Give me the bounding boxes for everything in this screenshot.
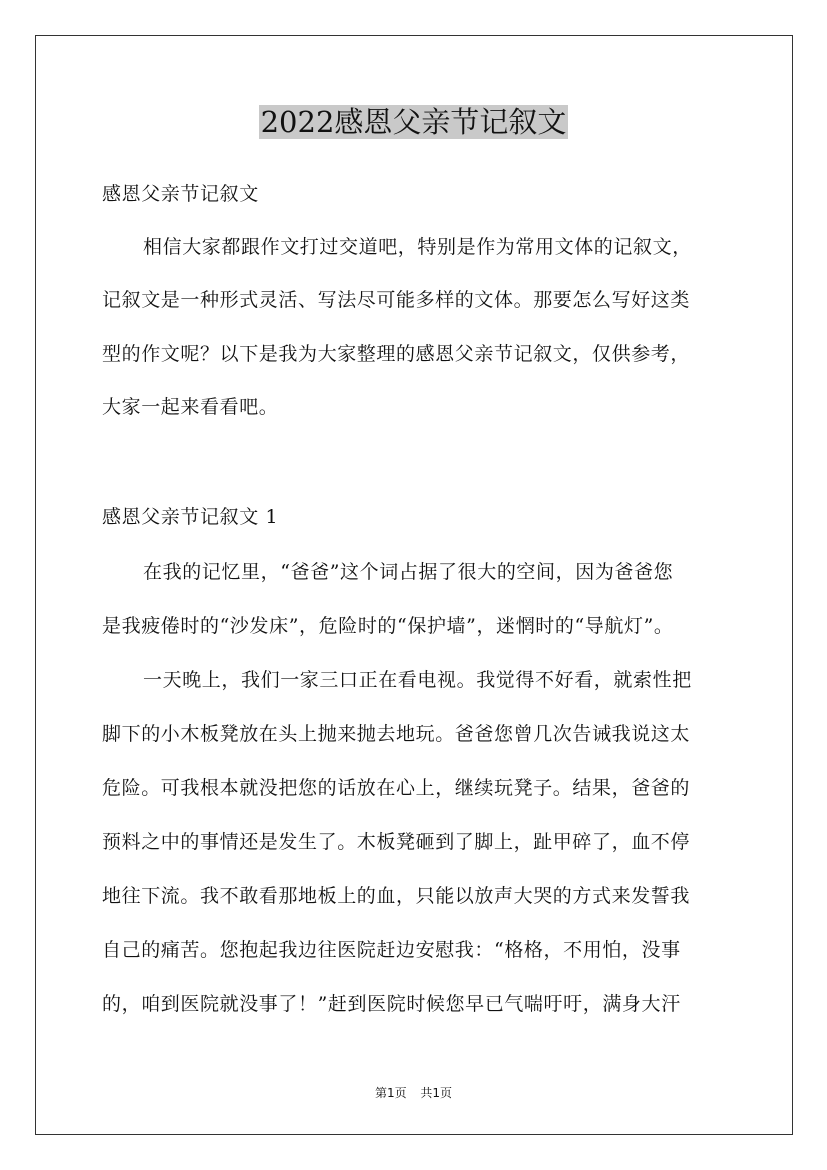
page-total: 共1页 xyxy=(420,1086,453,1100)
paragraph-line: 脚下的小木板凳放在头上抛来抛去地玩。爸爸您曾几次告诫我说这太 xyxy=(102,723,691,745)
paragraph-line: 是我疲倦时的“沙发床”，危险时的“保护墙”，迷惘时的“导航灯”。 xyxy=(102,615,674,637)
paragraph-line: 的，咱到医院就没事了！”赶到医院时候您早已气喘吁吁，满身大汗 xyxy=(102,993,681,1015)
document-title-text: 2022感恩父亲节记叙文 xyxy=(260,105,567,139)
subtitle: 感恩父亲节记叙文 xyxy=(102,183,259,205)
intro-line: 大家一起来看看吧。 xyxy=(102,396,279,418)
page-number: 第1页 xyxy=(374,1086,407,1100)
section-heading: 感恩父亲节记叙文 1 xyxy=(102,506,279,528)
document-title xyxy=(0,102,827,142)
paragraph-line: 一天晚上，我们一家三口正在看电视。我觉得不好看，就索性把 xyxy=(143,669,692,691)
paragraph-line: 自己的痛苦。您抱起我边往医院赶边安慰我：“格格，不用怕，没事 xyxy=(102,939,681,961)
paragraph-line: 预料之中的事情还是发生了。木板凳砸到了脚上，趾甲碎了，血不停 xyxy=(102,831,691,853)
intro-line: 型的作文呢？以下是我为大家整理的感恩父亲节记叙文，仅供参考， xyxy=(102,343,691,365)
intro-line: 相信大家都跟作文打过交道吧，特别是作为常用文体的记叙文， xyxy=(143,236,692,258)
paragraph-line: 危险。可我根本就没把您的话放在心上，继续玩凳子。结果，爸爸的 xyxy=(102,777,691,799)
intro-line: 记叙文是一种形式灵活、写法尽可能多样的文体。那要怎么写好这类 xyxy=(102,289,691,311)
paragraph-line: 地往下流。我不敢看那地板上的血，只能以放声大哭的方式来发誓我 xyxy=(102,885,691,907)
page-footer xyxy=(0,1084,827,1101)
paragraph-line: 在我的记忆里，“爸爸”这个词占据了很大的空间，因为爸爸您 xyxy=(143,561,674,583)
